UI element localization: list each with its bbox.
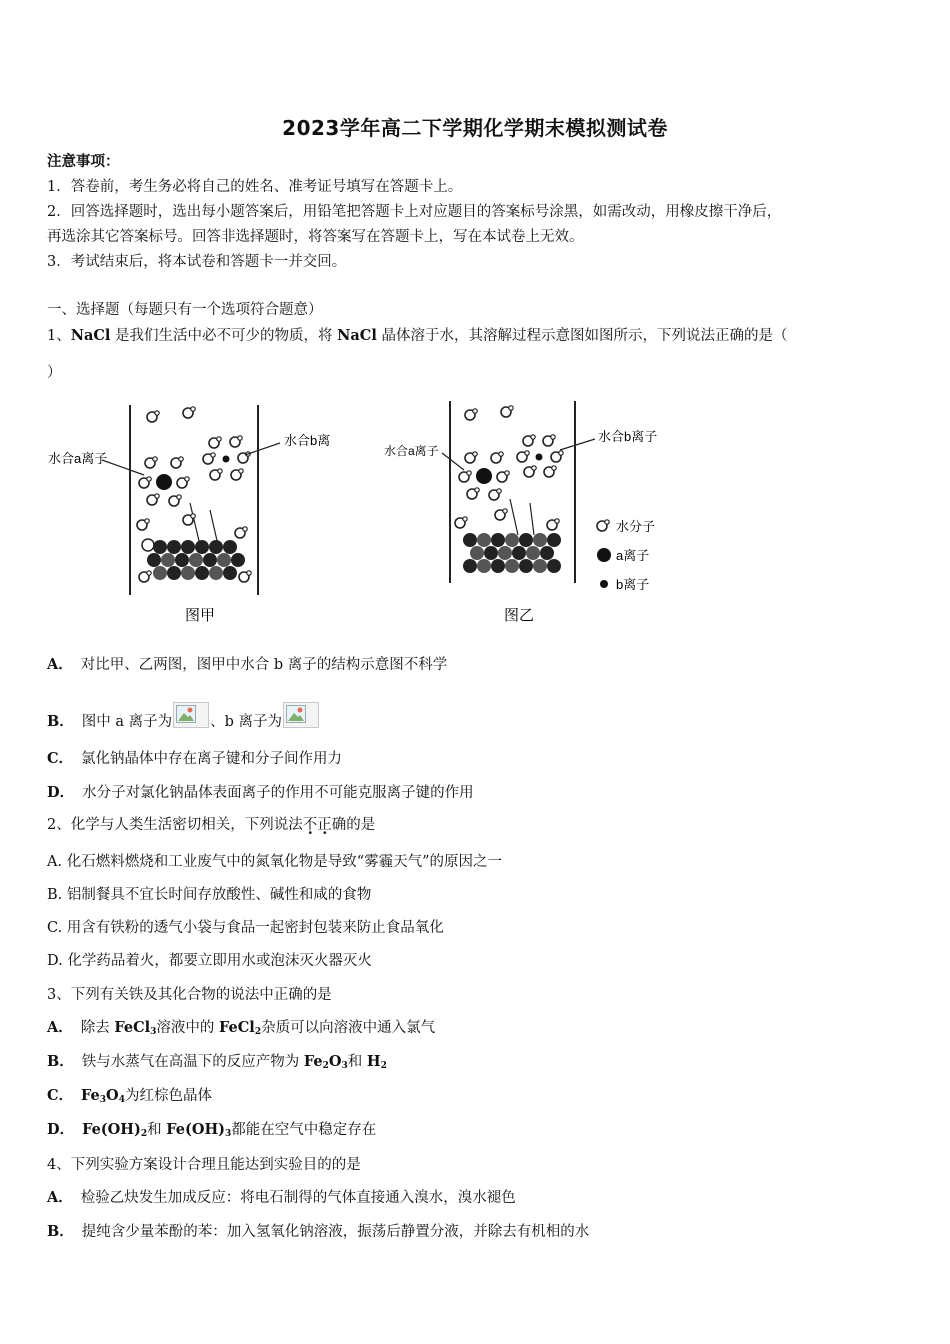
q1-option-d: D． 水分子对氯化钠晶体表面离子的作用不可能克服离子键的作用	[47, 784, 474, 801]
q2-option-a: A. 化石燃料燃烧和工业废气中的氮氧化物是导致“雾霾天气”的原因之一	[47, 854, 503, 870]
broken-image-icon	[173, 702, 209, 728]
q4-option-a: A． 检验乙炔发生加成反应：将电石制得的气体直接通入溴水，溴水褪色	[47, 1189, 516, 1206]
page-title: 2023学年高二下学期化学期末模拟测试卷	[282, 116, 668, 140]
notice-item-2: 2．回答选择题时，选出每小题答案后，用铅笔把答题卡上对应题目的答案标号涂黑，如需改动，用橡皮擦干净后，	[47, 204, 782, 220]
q1-stem: 1、NaCl 是我们生活中必不可少的物质，将 NaCl 晶体溶于水，其溶解过程示意图如图所示，下列说法正确的是（	[47, 327, 788, 344]
left-label-b: 水合b离	[284, 433, 331, 448]
right-hydrated-b-ion	[517, 435, 563, 477]
left-crystal	[139, 539, 251, 582]
figure-legend	[597, 519, 655, 592]
notice-heading: 注意事项：	[47, 153, 120, 170]
left-hydrated-a-ion	[139, 457, 189, 506]
q1-option-a: A． 对比甲、乙两图，图甲中水合 b 离子的结构示意图不科学	[47, 656, 448, 673]
q2-option-d: D. 化学药品着火，都要立即用水或泡沫灭火器灭火	[47, 953, 372, 969]
q2-option-c: C. 用含有铁粉的透气小袋与食品一起密封包装来防止食品氧化	[47, 920, 444, 936]
legend-a-ion: a离子	[616, 548, 650, 563]
right-caption: 图乙	[504, 607, 535, 624]
q2-option-b: B. 铝制餐具不宜长时间存放酸性、碱性和咸的食物	[47, 887, 372, 903]
left-caption: 图甲	[185, 607, 216, 624]
q3-option-a: A． 除去 FeCl$_3$溶液中的 FeCl$_2$杂质可以向溶液中通入氯气	[47, 1019, 436, 1037]
dissolution-diagram	[40, 395, 700, 635]
q1-option-c: C． 氯化钠晶体中存在离子键和分子间作用力	[47, 750, 343, 767]
right-crystal	[463, 533, 561, 573]
left-hydrated-b-ion	[203, 436, 250, 480]
left-label-a: 水合a离子	[48, 451, 108, 466]
legend-b-ion: b离子	[616, 577, 650, 592]
right-label-a: 水合a离子	[384, 444, 439, 458]
right-hydrated-a-ion	[459, 452, 509, 500]
legend-water: 水分子	[616, 519, 656, 534]
section-heading: 一、选择题（每题只有一个选项符合题意）	[47, 302, 323, 318]
notice-item-3: 3．考试结束后，将本试卷和答题卡一并交回。	[47, 254, 347, 270]
notice-item-1: 1．答卷前，考生务必将自己的姓名、准考证号填写在答题卡上。	[47, 179, 463, 195]
right-label-b: 水合b离子	[598, 429, 658, 444]
broken-image-icon	[283, 702, 319, 728]
q3-option-c: C． $Fe_3O_4$为红棕色晶体	[47, 1087, 212, 1105]
notice-item-2-cont: 再选涂其它答案标号。回答非选择题时，将答案写在答题卡上，写在本试卷上无效。	[47, 229, 584, 245]
q2-stem: 2、化学与人类生活密切相关，下列说法不正确的是	[47, 817, 376, 833]
q4-stem: 4、下列实验方案设计合理且能达到实验目的的是	[47, 1157, 361, 1173]
q3-stem: 3、下列有关铁及其化合物的说法中正确的是	[47, 987, 332, 1003]
q1-stem-end: ）	[47, 365, 62, 381]
q1-figure	[40, 395, 700, 635]
q3-option-d: D． $Fe(OH)_2$和 $Fe(OH)_3$都能在空气中稳定存在	[47, 1121, 377, 1139]
q1-option-b: B． 图中 a 离子为 、b 离子为	[47, 702, 320, 732]
q3-option-b: B． 铁与水蒸气在高温下的反应产物为 $Fe_2O_3$和 $H_2$	[47, 1053, 387, 1071]
q4-option-b: B． 提纯含少量苯酚的苯：加入氢氧化钠溶液，振荡后静置分液，并除去有机相的水	[47, 1223, 590, 1240]
